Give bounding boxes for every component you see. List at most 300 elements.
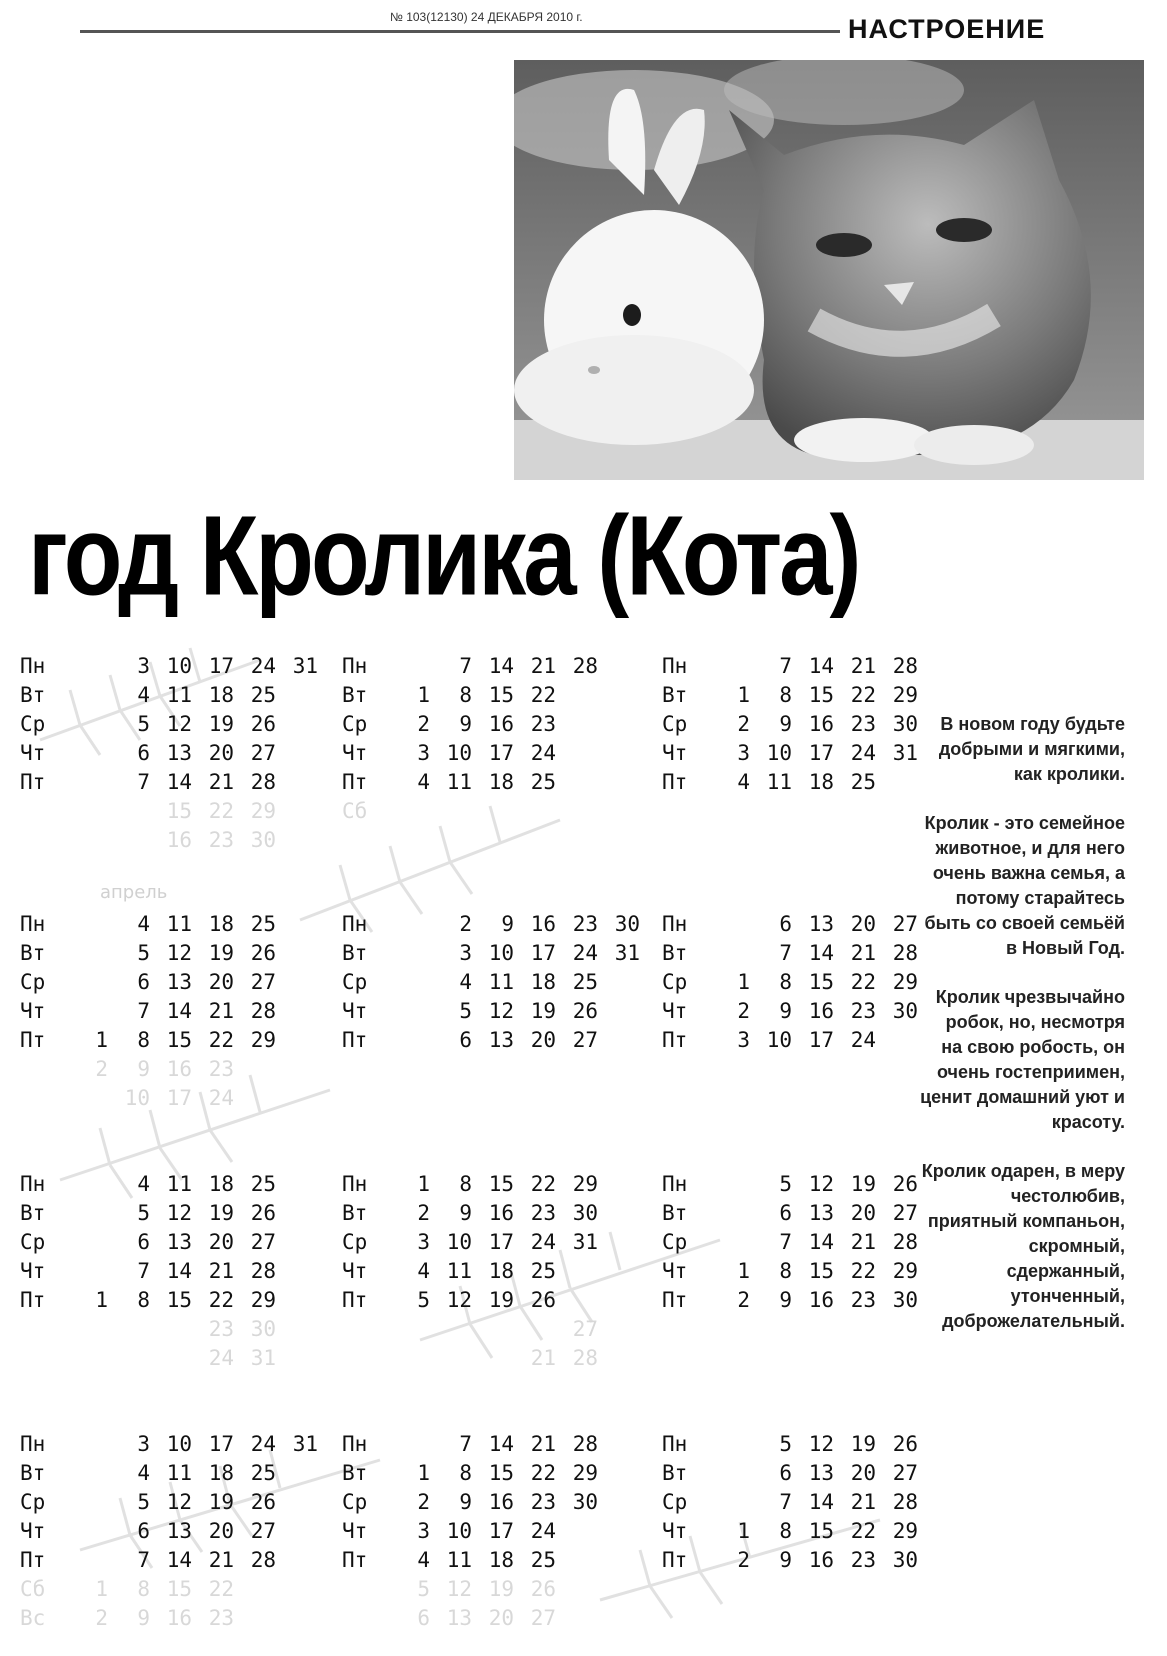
day-number: 19 — [208, 941, 234, 965]
day-number: 13 — [808, 1461, 834, 1485]
day-number: 26 — [572, 999, 598, 1023]
day-number: 26 — [250, 941, 276, 965]
day-number: 17 — [530, 941, 556, 965]
day-number: 11 — [488, 970, 514, 994]
week-row — [662, 910, 952, 939]
day-number: 22 — [850, 1259, 876, 1283]
section-title: НАСТРОЕНИЕ — [848, 14, 1046, 44]
month-block — [342, 652, 632, 826]
day-name: Пт — [342, 1028, 368, 1052]
day-number: 11 — [446, 1548, 472, 1572]
day-number: 1 — [737, 683, 750, 707]
day-number: 17 — [208, 1432, 234, 1456]
day-number: 16 — [808, 712, 834, 736]
day-number: 8 — [137, 1028, 150, 1052]
week-row — [662, 1257, 952, 1286]
day-name: Вт — [20, 1461, 46, 1485]
day-number: 19 — [530, 999, 556, 1023]
day-number: 28 — [572, 1346, 598, 1370]
day-number: 24 — [530, 741, 556, 765]
day-number: 27 — [572, 1028, 598, 1052]
day-number: 19 — [208, 1490, 234, 1514]
day-number: 18 — [488, 1548, 514, 1572]
day-number: 15 — [166, 1028, 192, 1052]
day-number: 15 — [808, 970, 834, 994]
day-name: Пн — [662, 1432, 688, 1456]
day-number: 2 — [737, 1288, 750, 1312]
day-number: 20 — [208, 741, 234, 765]
day-number: 7 — [459, 1432, 472, 1456]
day-number: 26 — [250, 1201, 276, 1225]
month-block — [20, 1170, 310, 1373]
day-number: 26 — [250, 1490, 276, 1514]
day-number: 25 — [530, 770, 556, 794]
day-name: Пн — [20, 1432, 46, 1456]
day-number: 17 — [808, 741, 834, 765]
day-number: 22 — [208, 1288, 234, 1312]
day-number: 10 — [446, 1230, 472, 1254]
day-name: Вт — [342, 683, 368, 707]
day-number: 26 — [530, 1577, 556, 1601]
day-number: 15 — [488, 683, 514, 707]
day-number: 6 — [779, 912, 792, 936]
day-number: 3 — [137, 654, 150, 678]
day-number: 6 — [779, 1461, 792, 1485]
day-number: 22 — [530, 1172, 556, 1196]
day-number: 17 — [488, 741, 514, 765]
day-number: 24 — [250, 654, 276, 678]
day-number: 14 — [166, 999, 192, 1023]
day-number: 1 — [95, 1288, 108, 1312]
day-number: 5 — [137, 1201, 150, 1225]
day-name: Пт — [20, 1548, 46, 1572]
day-number: 29 — [250, 799, 276, 823]
day-number: 24 — [208, 1346, 234, 1370]
month-block — [662, 1430, 952, 1575]
day-number: 4 — [737, 770, 750, 794]
day-name: Вт — [20, 941, 46, 965]
day-number: 9 — [779, 1288, 792, 1312]
day-number: 12 — [446, 1577, 472, 1601]
day-number: 13 — [166, 1230, 192, 1254]
day-number: 16 — [488, 1201, 514, 1225]
day-number: 22 — [850, 1519, 876, 1543]
day-number: 12 — [488, 999, 514, 1023]
day-number: 14 — [166, 1259, 192, 1283]
day-number: 27 — [250, 970, 276, 994]
week-row — [342, 1488, 632, 1517]
day-number: 11 — [166, 1172, 192, 1196]
day-number: 21 — [850, 654, 876, 678]
day-name: Пн — [20, 912, 46, 936]
day-name: Вт — [342, 1201, 368, 1225]
day-number: 26 — [530, 1288, 556, 1312]
day-number: 28 — [250, 770, 276, 794]
day-name: Чт — [20, 741, 46, 765]
week-row — [662, 1430, 952, 1459]
day-number: 19 — [850, 1432, 876, 1456]
day-number: 22 — [850, 683, 876, 707]
day-number: 23 — [208, 1317, 234, 1341]
week-row — [342, 681, 632, 710]
day-number: 12 — [808, 1172, 834, 1196]
week-row — [20, 710, 310, 739]
week-row — [662, 1286, 952, 1315]
day-name: Вт — [342, 1461, 368, 1485]
day-number: 9 — [779, 712, 792, 736]
photo-illustration — [514, 60, 1144, 480]
day-number: 12 — [808, 1432, 834, 1456]
day-number: 8 — [779, 1519, 792, 1543]
week-row — [662, 1459, 952, 1488]
day-number: 7 — [137, 770, 150, 794]
day-name: Пт — [20, 770, 46, 794]
day-number: 23 — [572, 912, 598, 936]
day-number: 6 — [137, 1230, 150, 1254]
day-number: 24 — [208, 1086, 234, 1110]
day-number: 20 — [850, 1201, 876, 1225]
day-number: 23 — [850, 712, 876, 736]
day-number: 1 — [737, 1259, 750, 1283]
week-row — [20, 768, 310, 797]
day-number: 30 — [892, 712, 918, 736]
day-number: 3 — [137, 1432, 150, 1456]
day-number: 8 — [459, 1172, 472, 1196]
day-number: 20 — [488, 1606, 514, 1630]
week-row — [342, 1344, 632, 1373]
day-number: 15 — [488, 1172, 514, 1196]
day-name: Чт — [662, 999, 688, 1023]
day-number: 14 — [808, 941, 834, 965]
issue-info: № 103(12130) 24 ДЕКАБРЯ 2010 г. — [390, 10, 583, 24]
day-name: Пт — [662, 770, 688, 794]
day-number: 24 — [572, 941, 598, 965]
day-name: Ср — [662, 970, 688, 994]
day-number: 16 — [530, 912, 556, 936]
day-number: 9 — [459, 1490, 472, 1514]
day-number: 7 — [459, 654, 472, 678]
day-number: 20 — [208, 1519, 234, 1543]
day-number: 28 — [250, 1259, 276, 1283]
day-number: 7 — [779, 654, 792, 678]
day-number: 7 — [779, 1230, 792, 1254]
week-row — [662, 1488, 952, 1517]
day-number: 9 — [779, 1548, 792, 1572]
day-number: 3 — [737, 1028, 750, 1052]
week-row — [342, 797, 632, 826]
week-row — [342, 1575, 632, 1604]
day-number: 16 — [808, 1548, 834, 1572]
day-number: 30 — [892, 999, 918, 1023]
day-number: 25 — [250, 683, 276, 707]
sidebar-paragraph: Кролик одарен, в меру честолюбив, приятный компаньон, скромный, сдержанный, утонченный, доброжелательный. — [921, 1161, 1125, 1331]
day-number: 16 — [166, 1606, 192, 1630]
day-number: 12 — [446, 1288, 472, 1312]
day-number: 7 — [779, 1490, 792, 1514]
day-number: 23 — [530, 1490, 556, 1514]
week-row — [342, 1459, 632, 1488]
day-name: Пт — [342, 770, 368, 794]
day-number: 2 — [95, 1606, 108, 1630]
day-name: Чт — [342, 1519, 368, 1543]
day-number: 13 — [488, 1028, 514, 1052]
day-number: 15 — [166, 1288, 192, 1312]
day-number: 2 — [417, 1201, 430, 1225]
day-number: 10 — [166, 654, 192, 678]
day-number: 27 — [250, 1519, 276, 1543]
day-name: Пн — [662, 1172, 688, 1196]
day-number: 29 — [250, 1288, 276, 1312]
day-number: 30 — [614, 912, 640, 936]
day-number: 17 — [808, 1028, 834, 1052]
day-name: Вт — [20, 683, 46, 707]
day-number: 5 — [137, 941, 150, 965]
week-row — [20, 797, 310, 826]
day-number: 2 — [737, 712, 750, 736]
day-number: 23 — [530, 712, 556, 736]
day-number: 5 — [417, 1577, 430, 1601]
day-number: 5 — [417, 1288, 430, 1312]
week-row — [662, 1026, 952, 1055]
week-row — [20, 1604, 310, 1633]
day-number: 27 — [892, 1461, 918, 1485]
day-number: 29 — [572, 1172, 598, 1196]
day-number: 25 — [850, 770, 876, 794]
day-number: 8 — [779, 683, 792, 707]
day-number: 2 — [95, 1057, 108, 1081]
day-name: Вт — [662, 941, 688, 965]
day-name: Пн — [342, 1172, 368, 1196]
headline: год Кролика (Кота) — [28, 492, 859, 620]
day-number: 25 — [530, 1259, 556, 1283]
day-number: 4 — [137, 1461, 150, 1485]
day-number: 23 — [208, 1606, 234, 1630]
week-row — [20, 1430, 318, 1459]
day-number: 25 — [530, 1548, 556, 1572]
day-name: Чт — [662, 1519, 688, 1543]
day-number: 5 — [779, 1432, 792, 1456]
day-number: 11 — [766, 770, 792, 794]
day-number: 12 — [166, 1201, 192, 1225]
day-name: Ср — [20, 1230, 46, 1254]
day-number: 3 — [737, 741, 750, 765]
day-number: 10 — [124, 1086, 150, 1110]
day-name: Чт — [662, 741, 688, 765]
day-number: 3 — [417, 741, 430, 765]
week-row — [342, 1430, 632, 1459]
day-number: 14 — [808, 1230, 834, 1254]
day-number: 29 — [892, 683, 918, 707]
day-number: 8 — [137, 1577, 150, 1601]
week-row — [342, 1257, 632, 1286]
week-row — [662, 1344, 952, 1373]
day-number: 6 — [779, 1201, 792, 1225]
day-number: 21 — [850, 1490, 876, 1514]
week-row — [20, 1517, 310, 1546]
week-row — [662, 768, 952, 797]
rabbit-and-cat-photo — [514, 60, 1144, 480]
day-number: 3 — [417, 1519, 430, 1543]
day-name: Пт — [662, 1548, 688, 1572]
day-name: Ср — [662, 1490, 688, 1514]
day-number: 4 — [137, 912, 150, 936]
day-number: 13 — [166, 741, 192, 765]
day-number: 12 — [166, 941, 192, 965]
week-row — [20, 1055, 310, 1084]
day-number: 2 — [737, 999, 750, 1023]
day-number: 30 — [572, 1490, 598, 1514]
day-name: Пн — [20, 654, 46, 678]
day-name: Пн — [342, 654, 368, 678]
day-number: 5 — [779, 1172, 792, 1196]
day-number: 15 — [808, 1519, 834, 1543]
day-number: 18 — [808, 770, 834, 794]
day-name: Пт — [20, 1288, 46, 1312]
day-number: 18 — [208, 1461, 234, 1485]
week-row — [342, 1315, 632, 1344]
day-name: Ср — [342, 1490, 368, 1514]
week-row — [662, 710, 952, 739]
day-number: 17 — [208, 654, 234, 678]
day-number: 14 — [166, 1548, 192, 1572]
day-name: Пт — [662, 1288, 688, 1312]
day-number: 1 — [737, 1519, 750, 1543]
day-number: 10 — [446, 1519, 472, 1543]
week-row — [20, 997, 310, 1026]
day-number: 16 — [808, 1288, 834, 1312]
week-row — [342, 652, 632, 681]
day-number: 25 — [250, 1461, 276, 1485]
week-row — [20, 1170, 310, 1199]
day-name: Ср — [20, 712, 46, 736]
day-number: 15 — [808, 1259, 834, 1283]
day-number: 13 — [166, 1519, 192, 1543]
day-name: Чт — [342, 999, 368, 1023]
day-number: 10 — [766, 741, 792, 765]
week-row — [342, 939, 640, 968]
day-number: 24 — [530, 1230, 556, 1254]
month-caption: апрель — [100, 882, 168, 903]
day-number: 11 — [166, 1461, 192, 1485]
week-row — [20, 1315, 310, 1344]
day-number: 9 — [779, 999, 792, 1023]
day-name: Ср — [20, 1490, 46, 1514]
day-number: 30 — [250, 1317, 276, 1341]
day-number: 24 — [250, 1432, 276, 1456]
day-number: 27 — [250, 1230, 276, 1254]
day-number: 7 — [137, 1548, 150, 1572]
day-number: 19 — [208, 1201, 234, 1225]
week-row — [20, 1286, 310, 1315]
day-number: 24 — [850, 1028, 876, 1052]
week-row — [662, 652, 952, 681]
day-name: Чт — [342, 1259, 368, 1283]
day-name: Пн — [662, 654, 688, 678]
week-row — [20, 1228, 310, 1257]
day-number: 27 — [530, 1606, 556, 1630]
day-number: 12 — [166, 712, 192, 736]
day-number: 19 — [488, 1288, 514, 1312]
day-name: Пн — [20, 1172, 46, 1196]
day-number: 30 — [892, 1548, 918, 1572]
day-number: 18 — [488, 1259, 514, 1283]
week-row — [20, 1084, 310, 1113]
day-name: Сб — [20, 1577, 46, 1601]
day-number: 4 — [417, 770, 430, 794]
week-row — [20, 1488, 310, 1517]
day-number: 2 — [737, 1548, 750, 1572]
day-number: 25 — [572, 970, 598, 994]
day-number: 30 — [250, 828, 276, 852]
day-number: 21 — [208, 1548, 234, 1572]
day-number: 7 — [779, 941, 792, 965]
week-row — [662, 1517, 952, 1546]
day-number: 25 — [250, 912, 276, 936]
week-row — [662, 1170, 952, 1199]
day-name: Вт — [662, 1461, 688, 1485]
day-name: Чт — [662, 1259, 688, 1283]
day-number: 13 — [446, 1606, 472, 1630]
day-number: 28 — [572, 1432, 598, 1456]
week-row — [20, 910, 310, 939]
week-row — [20, 1257, 310, 1286]
week-row — [20, 1344, 310, 1373]
week-row — [662, 1546, 952, 1575]
day-number: 26 — [250, 712, 276, 736]
day-number: 6 — [459, 1028, 472, 1052]
week-row — [342, 1546, 632, 1575]
day-number: 23 — [850, 999, 876, 1023]
day-number: 5 — [137, 712, 150, 736]
week-row — [342, 1228, 632, 1257]
day-number: 3 — [459, 941, 472, 965]
day-number: 23 — [208, 828, 234, 852]
week-row — [662, 1199, 952, 1228]
day-number: 23 — [208, 1057, 234, 1081]
day-number: 19 — [488, 1577, 514, 1601]
day-number: 28 — [892, 654, 918, 678]
sidebar-paragraph: В новом году будьте добрыми и мягкими, как кролики. — [938, 714, 1125, 784]
day-number: 9 — [459, 1201, 472, 1225]
day-number: 22 — [530, 1461, 556, 1485]
day-name: Вс — [20, 1606, 46, 1630]
day-number: 19 — [850, 1172, 876, 1196]
day-name: Чт — [20, 999, 46, 1023]
day-number: 21 — [208, 770, 234, 794]
day-number: 30 — [572, 1201, 598, 1225]
day-name: Ср — [662, 712, 688, 736]
day-number: 13 — [808, 912, 834, 936]
day-number: 9 — [137, 1057, 150, 1081]
day-number: 17 — [488, 1519, 514, 1543]
day-number: 8 — [459, 1461, 472, 1485]
day-number: 20 — [530, 1028, 556, 1052]
day-number: 16 — [488, 1490, 514, 1514]
day-name: Вт — [342, 941, 368, 965]
week-row — [20, 1199, 310, 1228]
sidebar-text — [920, 712, 1125, 1358]
day-number: 10 — [166, 1432, 192, 1456]
day-number: 9 — [137, 1606, 150, 1630]
day-name: Пт — [342, 1548, 368, 1572]
week-row — [20, 1026, 310, 1055]
day-number: 5 — [459, 999, 472, 1023]
week-row — [662, 739, 952, 768]
day-number: 16 — [166, 828, 192, 852]
week-row — [20, 1575, 310, 1604]
day-number: 1 — [737, 970, 750, 994]
day-number: 6 — [137, 741, 150, 765]
